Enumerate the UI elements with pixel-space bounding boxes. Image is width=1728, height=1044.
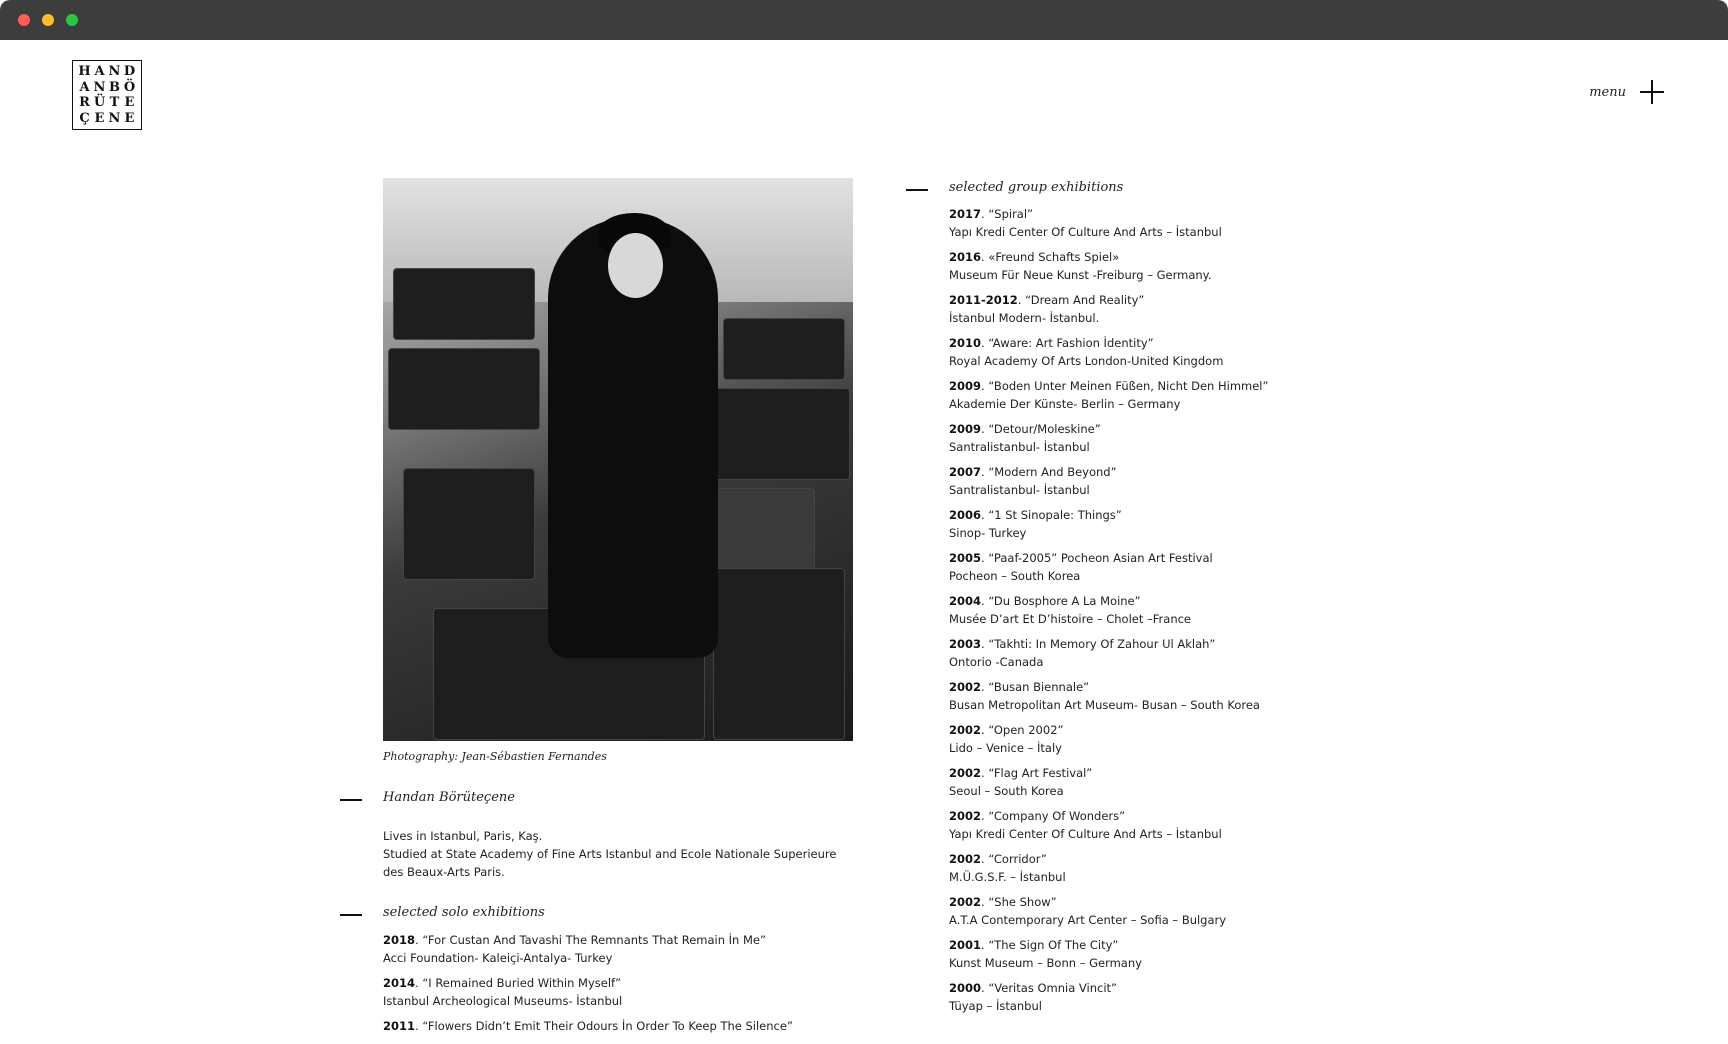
exhibition-year: 2011 — [383, 1019, 416, 1033]
exhibition-title: . “I Remained Buried Within Myself” — [415, 976, 622, 990]
photo-suitcase — [393, 268, 535, 340]
photo-suitcase — [713, 388, 850, 480]
exhibition-item — [949, 292, 1349, 327]
section-dash — [340, 914, 362, 916]
exhibition-venue: A.T.A Contemporary Art Center – Sofia – Bulgary — [949, 912, 1227, 927]
exhibition-venue: Royal Academy Of Arts London-United Kingdom — [949, 353, 1224, 368]
logo-letter: E — [124, 95, 135, 111]
exhibition-year: 2006 — [949, 508, 982, 522]
exhibition-year: 2005 — [949, 551, 982, 565]
exhibition-item — [383, 975, 853, 1010]
exhibition-item — [949, 464, 1349, 499]
exhibition-title: . “Boden Unter Meinen Füßen, Nicht Den Himmel” — [981, 379, 1269, 393]
exhibition-venue: Yapı Kredi Center Of Culture And Arts – İstanbul — [949, 826, 1222, 841]
solo-exhibitions-list — [383, 932, 853, 1044]
section-dash — [906, 189, 928, 191]
logo-letter: D — [123, 64, 136, 80]
exhibition-year: 2018 — [383, 933, 416, 947]
logo-letter: N — [108, 110, 121, 126]
exhibition-title: . “The Sign Of The City” — [981, 938, 1119, 952]
exhibition-item — [949, 421, 1349, 456]
exhibition-item — [949, 894, 1349, 929]
exhibition-venue: Museum Für Neue Kunst -Freiburg – Germany. — [949, 267, 1212, 282]
exhibition-year: 2002 — [949, 852, 982, 866]
bio-education: Studied at State Academy of Fine Arts Istanbul and Ecole Nationale Superieure des Beaux-Arts Paris. — [383, 847, 837, 879]
exhibition-year: 2002 — [949, 723, 982, 737]
logo-letter: Ç — [79, 110, 90, 126]
exhibition-venue: Musée D’art Et D’histoire – Cholet –France — [949, 611, 1192, 626]
exhibition-title: . “Aware: Art Fashion İdentity” — [981, 336, 1154, 350]
logo-letter: B — [109, 79, 120, 95]
exhibition-item — [949, 593, 1349, 628]
exhibition-item — [949, 507, 1349, 542]
artist-bio — [383, 827, 853, 881]
exhibition-venue: Lido – Venice – İtaly — [949, 740, 1062, 755]
logo-letter: E — [94, 110, 105, 126]
menu-label: menu — [1589, 84, 1626, 100]
logo-letter: T — [109, 95, 120, 111]
photo-suitcase — [388, 348, 540, 430]
plus-icon — [1640, 80, 1664, 104]
exhibition-venue: Pocheon – South Korea — [949, 568, 1081, 583]
exhibition-title: . “Paaf-2005” Pocheon Asian Art Festival — [981, 551, 1213, 565]
exhibition-year: 2001 — [949, 938, 982, 952]
exhibition-year: 2016 — [949, 250, 982, 264]
photo-caption: Photography: Jean-Sébastien Fernandes — [383, 750, 607, 763]
exhibition-venue: Acci Foundation- Kaleiçi-Antalya- Turkey — [383, 950, 613, 965]
exhibition-title: . “1 St Sinopale: Things” — [981, 508, 1122, 522]
exhibition-venue: Yapı Kredi Center Of Culture And Arts – İstanbul — [949, 224, 1222, 239]
exhibition-venue: Seoul – South Korea — [949, 783, 1064, 798]
exhibition-year: 2017 — [949, 207, 982, 221]
exhibition-venue: Sinop- Turkey — [949, 525, 1027, 540]
exhibition-venue: M.Ü.G.S.F. – İstanbul — [949, 869, 1066, 884]
exhibition-title: . “Detour/Moleskine” — [981, 422, 1101, 436]
exhibition-item — [949, 335, 1349, 370]
exhibition-year: 2002 — [949, 809, 982, 823]
exhibition-title: . «Freund Schafts Spiel» — [981, 250, 1120, 264]
exhibition-item — [949, 206, 1349, 241]
exhibition-title: . “Spiral” — [981, 207, 1034, 221]
exhibition-title: . “Takhti: In Memory Of Zahour Ul Aklah” — [981, 637, 1216, 651]
site-logo[interactable] — [72, 60, 142, 130]
logo-letter: A — [79, 79, 90, 95]
exhibition-year: 2009 — [949, 379, 982, 393]
exhibition-title: . “Flag Art Festival” — [981, 766, 1093, 780]
exhibition-venue: Ontorio -Canada — [949, 654, 1044, 669]
exhibition-title: . “Busan Biennale” — [981, 680, 1090, 694]
exhibition-year: 2009 — [949, 422, 982, 436]
exhibition-year: 2002 — [949, 680, 982, 694]
exhibition-venue: Istanbul Archeological Museums- İstanbul — [383, 993, 623, 1008]
logo-letter: R — [79, 95, 90, 111]
exhibition-year: 2014 — [383, 976, 416, 990]
logo-letter: N — [108, 64, 121, 80]
exhibition-year: 2002 — [949, 766, 982, 780]
exhibition-title: . “Open 2002” — [981, 723, 1064, 737]
exhibition-title: . “Flowers Didn’t Emit Their Odours İn Order To Keep The Silence” — [415, 1019, 793, 1033]
exhibition-year: 2010 — [949, 336, 982, 350]
exhibition-title: . “Modern And Beyond” — [981, 465, 1117, 479]
exhibition-venue: Busan Metropolitan Art Museum- Busan – South Korea — [949, 697, 1260, 712]
exhibition-title: . “She Show” — [981, 895, 1057, 909]
logo-letter: N — [93, 79, 106, 95]
logo-letter: Ö — [123, 79, 136, 95]
exhibition-venue: Kunst Museum – Bonn – Germany — [949, 955, 1142, 970]
exhibition-venue: İstanbul Modern- İstanbul. — [949, 310, 1100, 325]
exhibition-year: 2004 — [949, 594, 982, 608]
artist-photo — [383, 178, 853, 741]
exhibition-venue: Akademie Der Künste- Berlin – Germany — [949, 396, 1181, 411]
exhibition-item — [949, 550, 1349, 585]
exhibition-year: 2002 — [949, 895, 982, 909]
exhibition-year: 2003 — [949, 637, 982, 651]
photo-face — [608, 233, 663, 298]
logo-letter: H — [78, 64, 91, 80]
exhibition-venue: Santralistanbul- İstanbul — [949, 482, 1090, 497]
minimize-window-button[interactable] — [42, 14, 54, 26]
exhibition-item — [949, 249, 1349, 284]
exhibition-title: . “For Custan And Tavashi The Remnants That Remain İn Me” — [415, 933, 766, 947]
bio-residence: Lives in Istanbul, Paris, Kaş. — [383, 829, 543, 843]
logo-letter: A — [94, 64, 105, 80]
exhibition-venue: Tüyap – İstanbul — [949, 998, 1042, 1013]
logo-letter: Ü — [93, 95, 106, 111]
exhibition-title: . “Corridor” — [981, 852, 1047, 866]
logo-letter: E — [124, 110, 135, 126]
exhibition-item — [949, 765, 1349, 800]
section-dash — [340, 799, 362, 801]
exhibition-item — [949, 636, 1349, 671]
group-exhibitions-list — [949, 206, 1349, 1023]
browser-titlebar — [0, 0, 1728, 40]
exhibition-venue: Santralistanbul- İstanbul — [949, 439, 1090, 454]
artist-name: Handan Börüteçene — [383, 790, 515, 805]
exhibition-item — [949, 808, 1349, 843]
group-exhibitions-title: selected group exhibitions — [949, 180, 1124, 195]
close-window-button[interactable] — [18, 14, 30, 26]
photo-suitcase — [403, 468, 535, 580]
exhibition-title: . “Veritas Omnia Vincit” — [981, 981, 1117, 995]
exhibition-title: . “Dream And Reality” — [1017, 293, 1145, 307]
exhibition-item — [949, 980, 1349, 1015]
exhibition-item — [383, 1018, 853, 1036]
exhibition-item — [949, 378, 1349, 413]
exhibition-year: 2007 — [949, 465, 982, 479]
exhibition-item — [383, 932, 853, 967]
exhibition-item — [949, 851, 1349, 886]
exhibition-title: . “Company Of Wonders” — [981, 809, 1126, 823]
solo-exhibitions-title: selected solo exhibitions — [383, 905, 545, 920]
exhibition-title: . “Du Bosphore A La Moine” — [981, 594, 1141, 608]
exhibition-year: 2011-2012 — [949, 293, 1018, 307]
exhibition-item — [949, 722, 1349, 757]
menu-toggle[interactable] — [1589, 80, 1664, 104]
exhibition-item — [949, 679, 1349, 714]
exhibition-year: 2000 — [949, 981, 982, 995]
maximize-window-button[interactable] — [66, 14, 78, 26]
exhibition-item — [949, 937, 1349, 972]
photo-suitcase — [713, 568, 845, 740]
photo-suitcase — [723, 318, 845, 380]
